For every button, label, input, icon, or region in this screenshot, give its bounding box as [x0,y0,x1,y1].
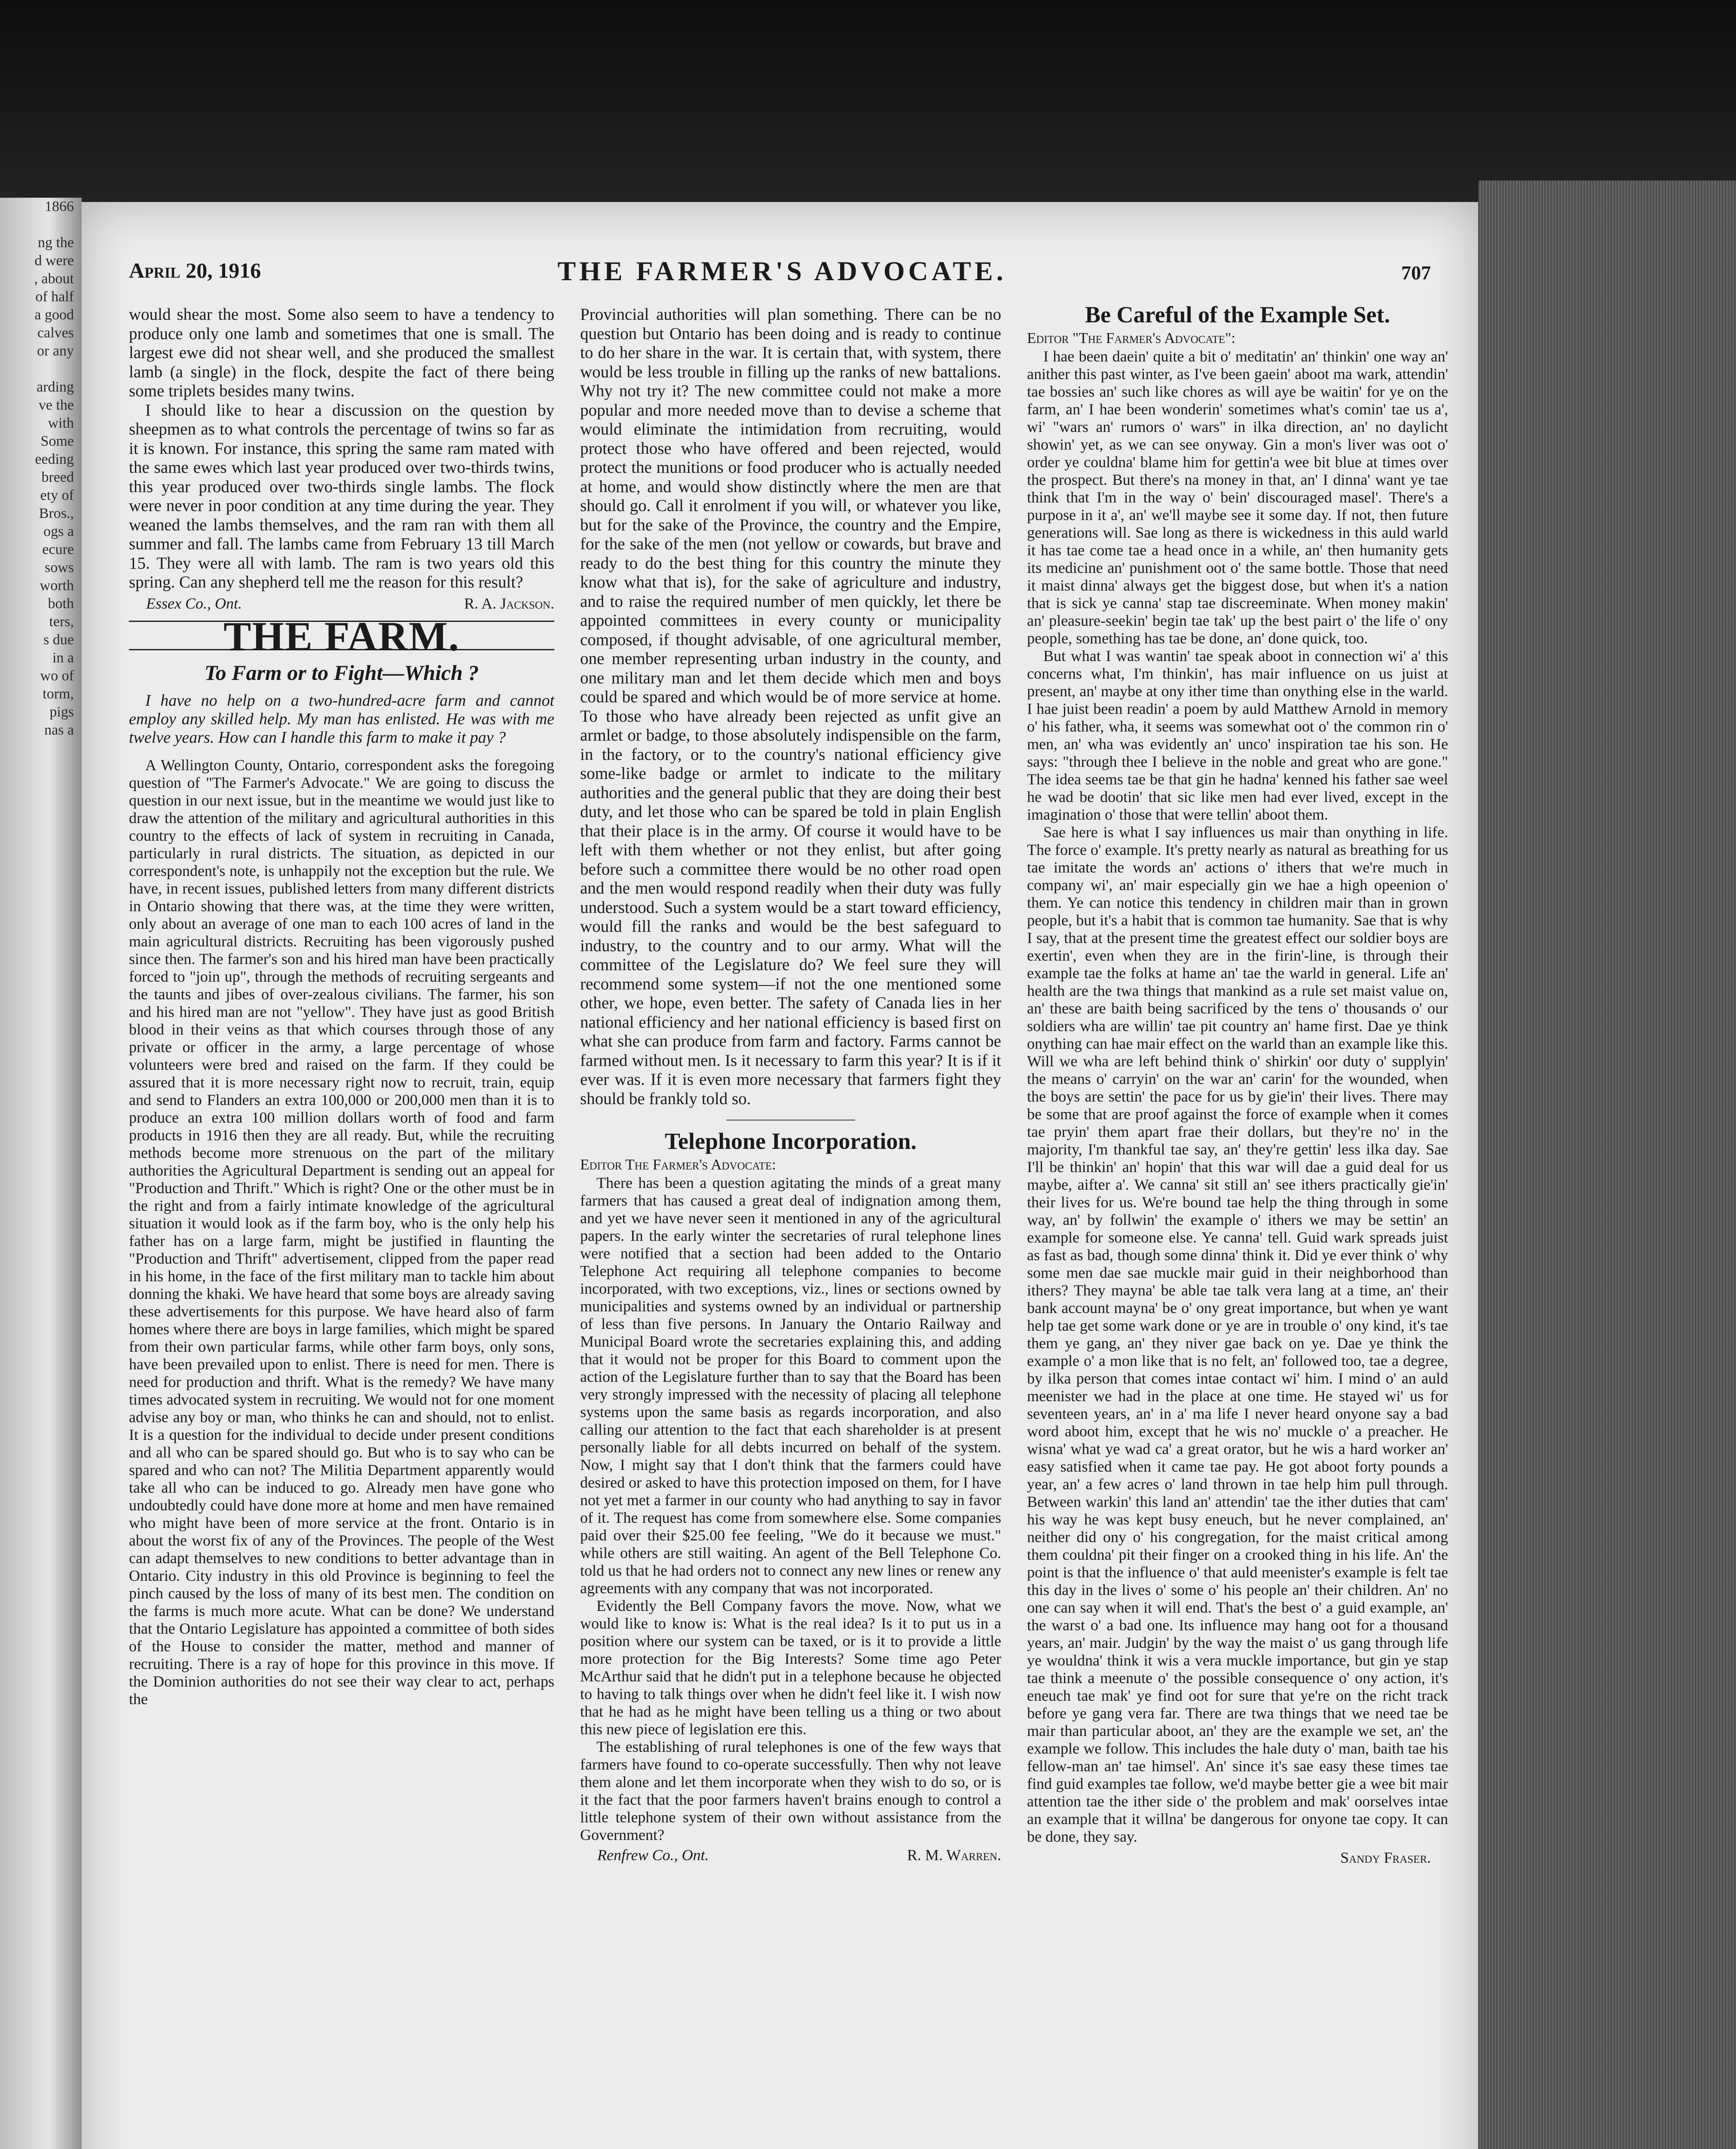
signature-place: Renfrew Co., Ont. [597,1846,709,1864]
article-headline: Telephone Incorporation. [664,1128,917,1154]
paragraph: But what I was wantin' tae speak aboot in connection wi' a' this concerns what, I'm thinkin', has mair influence on us juist at present, an' maybe at ony ither time than onything else in the warld. I hae juist been readin' a poem by auld Matthew Arnold in memory o' his father, wha, it seems was somewhat oot o' the common rin o' men, an' wha was evidently an' unco' inspiration tae his son. He says: "through thee I believe in the noble and great who are gone." The idea seems tae be that gin he hadna' kenned his father sae weel he wad be dootin' that sic like men had ever lived, except in the imagination o' those that were tellin' aboot them. [1027,647,1448,823]
paragraph: A Wellington County, Ontario, correspondent asks the foregoing question of "The Farmer's Advocate." We are going to discuss the question in our next issue, but in the meantime we would just like to draw the attention of the military and agricultural authorities in this country to the effects of lack of system in recruiting in Canada, particularly in rural districts. The situation, as depicted in our correspondent's note, is unhappily not the exception but the rule. We have, in recent issues, published letters from many different districts in Ontario showing that there was, at the time they were written, only about an average of one man to each 100 acres of land in the main agricultural districts. Recruiting has been vigorously pushed since then. The farmer's son and his hired man have been practically forced to "join up", through the methods of recruiting sergeants and the taunts and jibes of over-zealous civilians. The farmer, his son and his hired man are not "yellow". They have just as good British blood in their veins as that which courses through those of any private or officer in the army, a large percentage of whose volunteers were bred and raised on the farm. If they could be assured that it is more necessary right now to recruit, train, equip and send to Flanders an extra 100,000 or 200,000 men than it is to produce an extra 100 million dollars worth of food and farm products in 1916 then they are all ready. But, while the recruiting methods become more strenuous on the part of the military authorities the Agricultural Department is sending out an appeal for "Production and Thrift." Which is right? One or the other must be in the right and from a fairly intimate knowledge of the agricultural situation it would look as if the farm boy, who is the only help his father has on a large farm, might be justified in flaunting the "Production and Thrift" advertisement, clipped from the paper read in his home, in the face of the first military man to tackle him about donning the khaki. We have heard that some boys are already saving these advertisements for this purpose. We have heard also of farm homes where there are boys in large families, which might be spared from their own particular farms, while other farm boys, only sons, have been prevailed upon to enlist. There is need for men. There is need for production and thrift. What is the remedy? We have many times advocated system in recruiting. We would not for one moment advise any boy or man, who thinks he can and should, not to enlist. It is a question for the individual to decide under present conditions and all who can be spared should go. But who is to say who can be spared and who can not? The Militia Department apparently would take all who can be induced to go. Already men have gone who undoubtedly could have done more at home and men have remained who might have been of more service at the front. Ontario is in about the worst fix of any of the Provinces. The people of the West can adapt themselves to new conditions to better advantage than in Ontario. City industry in this old Province is beginning to feel the pinch caused by the loss of many of its best men. The condition on the farms is much more acute. What can be done? We understand that the Ontario Legislature has appointed a committee of both sides of the House to consider the matter, method and manner of recruiting. There is a ray of hope for this province in this move. If the Dominion authorities do not see their way clear to act, perhaps the [129,756,554,1708]
paragraph: Provincial authorities will plan something. There can be no question but Ontario has been doing and is ready to continue to do her share in the war. It is certain that, with system, there would be less trouble in filling up the ranks of new battalions. Why not try it? The new committee could not make a more popular and more needed move than to devise a scheme that would eliminate the intimidation from recruiting, would protect those who have offered and been rejected, would protect the munitions or food producer who is actually needed at home, and would show distinctly where the men are that should go. Call it enrolment if you will, or whatever you like, but for the sake of the Province, the country and the Empire, for the sake of the men (not yellow or cowards, but brave and ready to do the best thing for this country the minute they know what that is), for the sake of agriculture and industry, and to raise the required number of men quickly, let there be appointed committees in every county or municipality composed, if thought advisable, of one agricultural member, one member representing urban industry in the county, and one military man and let them decide which men and boys could be spared and which would be of more service at home. To those who have already been rejected as unfit give an armlet or badge, to those absolutely indispensible on the farm, in the factory, or to the country's national efficiency give some-like badge or armlet to indicate to the military authorities and the general public that they are doing their best duty, and let those who can be spared be told in plain English that their place is in the army. Of course it would have to be left with them whether or not they enlist, but after going before such a committee there would be no other road open and the men would respond readily when their duty was fully understood. Such a system would be a start toward efficiency, would fill the ranks and would be the best safeguard to industry, to the country and to our army. What will the committee of the Legislature do? We feel sure they will recommend some system—if not the one mentioned some other, we hope, even better. The safety of Canada lies in her national efficiency and her national efficiency is based first on what she can produce from farm and factory. Farms cannot be farmed without men. Is it necessary to farm this year? It is if it ever was. If it is even more necessary that farmers fight they should be frankly told so. [580,305,1001,1108]
paragraph: The establishing of rural telephones is one of the few ways that farmers have found to co-operate successfully. Then why not leave them alone and let them incorporate when they wish to do so, or is it the fact that the poor farmers haven't brains enough to control a little telephone system of their own without assistance from the Government? [580,1738,1001,1843]
facing-page-stub [0,198,82,2149]
newspaper-page [82,202,1478,2149]
editor-salutation: Editor The Farmer's Advocate: [580,1156,776,1173]
page-number: 707 [1401,262,1431,284]
article-intro: I have no help on a two-hundred-acre farm and cannot employ any skilled help. My man has enlisted. He was with me twelve years. How can I handle this farm to make it pay ? [129,692,554,747]
signature-name: R. M. Warren. [907,1846,1001,1864]
masthead-title: THE FARMER'S ADVOCATE. [557,256,1007,286]
paragraph: would shear the most. Some also seem to have a tendency to produce only one lamb and sometimes that one is small. The largest ewe did not shear well, and she produced the smallest lamb (a single) in the flock, despite the fact of there being some triplets besides many twins. [129,305,554,400]
section-heading: THE FARM. [129,621,554,650]
signature-place: Essex Co., Ont. [146,594,242,612]
signature-line [580,1846,1001,1865]
editor-salutation: Editor "The Farmer's Advocate": [1027,329,1236,346]
column-2 [580,305,1001,1865]
facing-page-text: 1866 ng the d were , about of half a good calves or any arding ve the with Some eeding breed ety of Bros., ogs a ecure sows worth both ters, s due in a wo of torm, pigs nas a [34,199,74,738]
paragraph: I hae been daein' quite a bit o' meditatin' an' thinkin' one way an' anither this past winter, as I've been gaein' aboot ma wark, attendin' tae bossies an' such like chores as will aye be waitin' for ye on the farm, an' I hae been wonderin' sometimes what's comin' tae us a', wi' "wars an' rumors o' wars" in ilka direction, an' no daylicht showin' yet, as we can see onyway. Gin a mon's liver was oot o' order ye couldna' blame him for gettin'a wee bit blue at times over the prospect. But there's na money in that, an' I dinna' want ye tae think that I'm in the way o' bein' discouraged masel'. There's a purpose in it a', an' we'll maybe see it some day. If not, then future generations will. Sae long as there is wickedness in this auld warld it has tae come tae a head once in a while, an' then humanity gets its medicine an' punishment oot o' the same bottle. Those that need it maist dinna' always get the biggest dose, but when it's a nation that is sick ye canna' stap tae discreeminate. When money makin' an' pleasure-seekin' begin tae tak' up the best pairt o' the life o' ony people, something has tae be done, an' done quick, too. [1027,348,1448,647]
book-page-edges [1478,181,1736,2149]
paragraph: I should like to hear a discussion on the question by sheepmen as to what controls the percentage of twins so far as it is known. For instance, this spring the same ram mated with the same ewes which last year produced over two-thirds twins, this year produced over two-thirds single lambs. The flock were never in poor condition at any time during the year. They weaned the lambs themselves, and the ram ran with them all summer and fall. The lambs came from February 13 till March 15. They were all with lamb. The ram is two years old this spring. Can any shepherd tell me the reason for this result? [129,401,554,591]
article-headline: To Farm or to Fight—Which ? [204,660,479,685]
signature-name: R. A. Jackson. [464,594,554,612]
article-headline: Be Careful of the Example Set. [1085,302,1390,328]
signature-name: Sandy Fraser. [1340,1849,1431,1866]
column-3 [1027,302,1448,1867]
page-header [129,258,1435,292]
column-1 [129,305,554,1708]
paragraph: Evidently the Bell Company favors the move. Now, what we would like to know is: What is the real idea? Is it to put us in a position where our system can be taxed, or is it to provide a little more protection for the Big Interests? Some time ago Peter McArthur said that he didn't put in a telephone because he objected to having to talk things over when he didn't feel like it. I wish now that he had as he might have been telling us a thing or two about this new piece of legislation ere this. [580,1597,1001,1738]
signature-line [129,594,554,613]
paragraph: Sae here is what I say influences us mair than onything in life. The force o' example. It's pretty nearly as natural as breathing for us tae imitate the words an' actions o' ithers that we're much in company wi', an' mair especially gin we hae a high opeenion o' them. Ye can notice this tendency in children mair than in grown people, but it's a habit that is common tae humanity. Sae that is why I say, that at the present time the greatest effect our soldier boys are exertin', even when they are in the firin'-line, is through their example tae the folks at hame an' tae the warld in general. Life an' health are the twa things that mankind as a rule set maist value on, an' these are baith being sacrificed by the tens o' thousands o' our soldiers wha are willin' tae pit country an' hame first. Dae ye think onything can hae mair effect on the warld than an example like this. Will we wha are left behind think o' shirkin' oor duty o' supplyin' the means o' carryin' on the war an' carin' for the wounded, when the boys are settin' the pace for us by gie'in' their lives. There may be some that are proof against the force of example when it comes tae pryin' them apart frae their dollars, but they're no' in the majority, I'm thankful tae say, an' they're gettin' less ilka day. Sae I'll be thinkin' an' hopin' that this war will dae a guid deal for us maybe, aifter a'. We canna' sit still an' see ithers practically gie'in' their lives for us. We're bound tae help the thing through in some way, an' by follwin' the example o' ithers we may be settin' an example for someone else. Ye canna' tell. Guid wark spreads juist as fast as bad, though some dinna' think it. Did ye ever think o' why some men dae sae muckle mair guid in their neighborhood than ithers? They mayna' be able tae talk vera lang at a time, an' their bank account mayna' be o' ony great importance, but when ye want help tae get some wark done or ye are in trouble o' ony kind, it's tae them ye gang, an' they niver gae back on ye. Dae ye think the example o' a mon like that is no felt, an' followed too, tae a degree, by ilka person that comes intae contact wi' him. I mind o' an auld meenister we had in the place at one time. He stayed wi' us for seventeen years, an' in a' ma life I never heard onyone say a bad word aboot him, except that he wis no' muckle o' a preacher. He wisna' what ye wad ca' a great orator, but he wis a hard worker an' easy satisfied when it came tae pay. He got aboot forty pounds a year, an' a few acres o' land thrown in tae help him pull through. Between warkin' this land an' attendin' tae the ither duties that cam' his way he was kept busy eneuch, but he never complained, an' neither did ony o' his congregation, for the maist critical among them couldna' pit their finger on a crooked thing in his life. An' the point is that the influence o' that auld meenister's example is felt tae this day in the lives o' some o' his people an' their children. An' no one can say when it will end. That's the best o' a guid example, an' the warst o' a bad one. Its influence may hang oot for a thousand years, an' mair. Judgin' by the way the maist o' us gang through life ye wouldna' think it wis a vera muckle importance, but gin ye stap tae think a meenute o' the possible consequence o' ony action, it's eneuch tae mak' ye find oot for sure that ye're on the richt track before ye gang vera far. There are twa things that we need tae be mair than particular aboot, an' they are the example we set, an' the example we follow. This includes the hale duty o' man, baith tae his fellow-man an' tae himsel'. An' since it's sae easy these times tae find guid examples tae follow, we'd maybe better gie a wee bit mair attention tae the ither side o' the problem and mak' oorselves intae an example that it willna' be dangerous for onyone tae copy. It can be done, they say. [1027,823,1448,1845]
paragraph: There has been a question agitating the minds of a great many farmers that has caused a great deal of indignation among them, and yet we have never seen it mentioned in any of the agricultural papers. In the early winter the secretaries of rural telephone lines were notified that a section had been added to the Ontario Telephone Act requiring all telephone companies to become incorporated, with two exceptions, viz., lines or sections owned by municipalities and systems owned by an individual or partnership of less than five persons. In January the Ontario Railway and Municipal Board wrote the secretaries explaining this, and adding that it would not be proper for this Board to comment upon the action of the Legislature further than to say that the Board has been very strongly impressed with the necessity of placing all telephone systems upon the same basis as regards incorporation, and also calling our attention to the fact that each shareholder is at present personally liable for all debts incurred on behalf of the system. Now, I might say that I don't think that the farmers could have desired or asked to have this protection imposed on them, for I have not yet met a farmer in our county who had anything to say in favor of it. The request has come from somewhere else. Some companies paid over their $25.00 fee feeling, "We do it because we must." while others are still waiting. An agent of the Bell Telephone Co. told us that he had orders not to connect any new lines or renew any agreements with any company that was not incorporated. [580,1174,1001,1597]
issue-date: April 20, 1916 [129,258,261,282]
